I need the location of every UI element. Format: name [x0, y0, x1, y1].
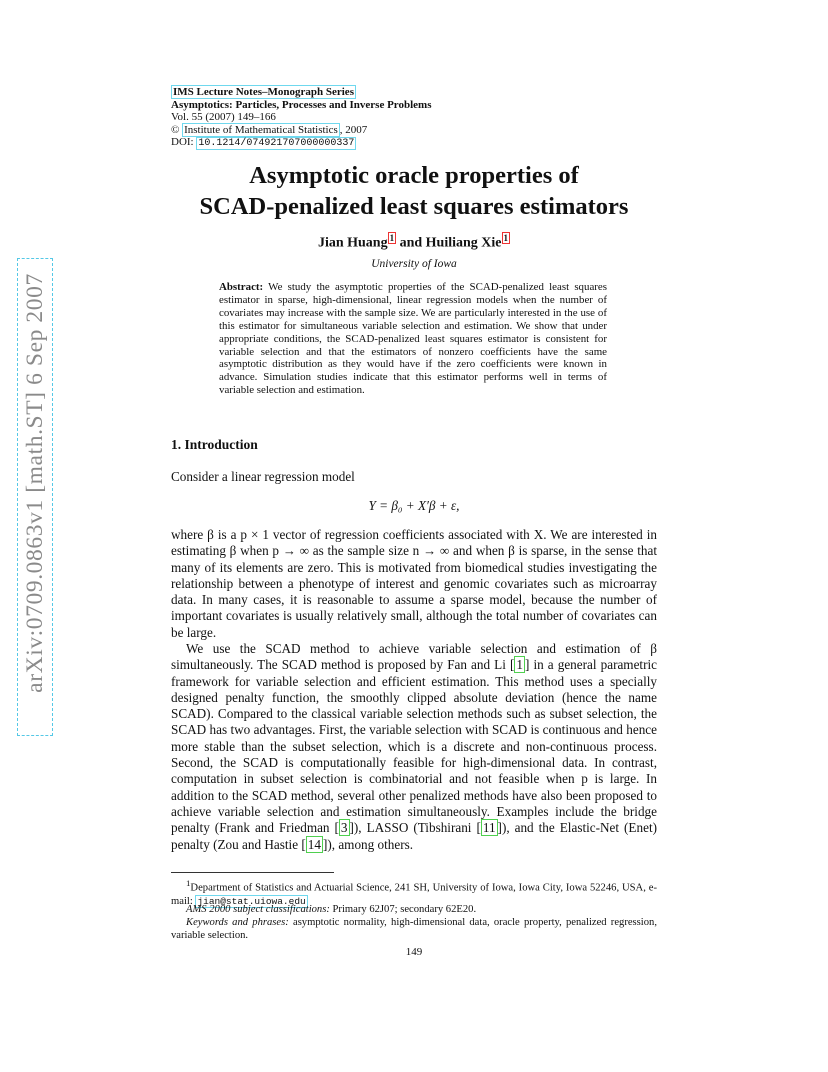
citation-link-14[interactable]: 14 — [307, 836, 321, 852]
footnote-ams — [171, 903, 657, 916]
regression-equation: Y = β₀ + X′β + ε, — [368, 498, 460, 513]
author-1: Jian Huang — [317, 235, 388, 251]
title-line-2: SCAD-penalized least squares estimators — [199, 193, 629, 220]
p3-text-c: ]), LASSO (Tibshirani [ — [349, 820, 481, 836]
intro-paragraph-1: Consider a linear regression model — [171, 469, 355, 484]
citation-link-1[interactable]: 1 — [516, 657, 523, 673]
abstract-text: We study the asymptotic properties of the SCAD-penalized least squares estimator in sparse, high-dimensional, linear regression models when the number of covariates may increase with the sample size. We are particularly interested in the use of this estimator for simultaneous variable selection and estimation. We show that under appropriate conditions, the SCAD-penalized least squares estimator is consistent for variable selection and that the estimators of nonzero coefficients have the same asymptotic distribution as they would have if the zero coefficients were known in advance. Simulation studies indicate that this estimator performs well in terms of variable selection and estimation. — [219, 281, 607, 397]
authors-and: and — [396, 235, 426, 251]
volume-info: Vol. 55 (2007) 149–166 — [171, 111, 276, 124]
publication-header — [171, 86, 432, 151]
ams-text: Primary 62J07; secondary 62E20. — [329, 904, 477, 915]
footnote-1-text: Department of Statistics and Actuarial Science, 241 SH, University of Iowa, Iowa City, Iowa 52246, USA, e-mail: — [171, 882, 657, 907]
abstract-label: Abstract: — [219, 281, 264, 293]
copyright-year: , 2007 — [339, 123, 368, 136]
copyright-line — [171, 124, 432, 137]
series-link[interactable]: IMS Lecture Notes–Monograph Series — [173, 86, 354, 98]
citation-link-11[interactable]: 11 — [482, 820, 496, 836]
p3-text-e: ]), among others. — [322, 836, 414, 852]
affiliation: University of Iowa — [371, 258, 457, 270]
doi-line — [171, 136, 432, 151]
citation-link-3[interactable]: 3 — [340, 820, 348, 836]
email-link[interactable]: jian@stat.uiowa.edu — [197, 895, 306, 907]
authors-line — [0, 233, 828, 252]
book-title: Asymptotics: Particles, Processes and Inverse Problems — [171, 98, 432, 111]
abstract — [219, 281, 607, 397]
title-line-1: Asymptotic oracle properties of — [249, 162, 579, 189]
doi-label: DOI: — [171, 136, 197, 149]
keywords-label: Keywords and phrases: — [186, 917, 289, 928]
author-2-footnote-link[interactable]: 1 — [503, 233, 509, 243]
author-1-footnote-link[interactable]: 1 — [389, 233, 395, 243]
paper-title — [0, 160, 828, 222]
footnote-keywords — [171, 916, 657, 942]
arxiv-identifier[interactable]: arXiv:0709.0863v1 [math.ST] 6 Sep 2007 — [22, 273, 48, 693]
ams-label: AMS 2000 subject classifications: — [186, 904, 330, 915]
page-number: 149 — [405, 946, 423, 958]
intro-paragraph-3 — [171, 641, 657, 853]
p3-text-a: We use the SCAD method to achieve variable selection and estimation of β simultaneously. The SCAD method is proposed by Fan and Li [ — [171, 641, 657, 673]
author-2: Huiliang Xie — [425, 235, 502, 251]
copyright-symbol: © — [171, 123, 180, 136]
section-heading: 1. Introduction — [171, 437, 258, 452]
footnote-1-mark: 1 — [186, 878, 191, 888]
p3-text-b: ] in a general parametric framework for variable selection and efficient estimation. This method uses a specially designed penalty function, the smoothly clipped absolute deviation (hence the name SCAD). Compared to the classical variable selection methods such as subset selection, the SCAD has two advantages. First, the variable selection with SCAD is continuous and hence more stable than the subset selection, which is a discrete and non-continuous process. Second, the SCAD is computationally feasible for high-dimensional data. In contrast, computation in subset selection is combinatorial and not feasible when p is large. In addition to the SCAD method, several other penalized methods have also been proposed to achieve variable selection and estimation simultaneously. Examples include the bridge penalty (Frank and Friedman [ — [171, 657, 657, 836]
doi-link[interactable]: 10.1214/074921707000000337 — [198, 138, 355, 150]
intro-paragraph-2: where β is a p × 1 vector of regression coefficients associated with X. We are interested in estimating β when p → ∞ as the sample size n → ∞ and when β is sparse, in the sense that many of its elements are zero. This is motivated from biomedical studies investigating the relationship between a phenotype of interest and genomic covariates such as microarray data. In many cases, it is reasonable to assume a sparse model, because the number of important covariates is usually relatively small, although the total number of covariates can be large. — [171, 527, 657, 640]
p3-text-d: ]), and the Elastic-Net (Enet) penalty (Zou and Hastie [ — [171, 820, 657, 852]
publisher-link[interactable]: Institute of Mathematical Statistics — [184, 123, 338, 136]
footnote-rule — [171, 872, 334, 873]
keywords-text: asymptotic normality, high-dimensional data, oracle property, penalized regression, variable selection. — [171, 917, 657, 942]
